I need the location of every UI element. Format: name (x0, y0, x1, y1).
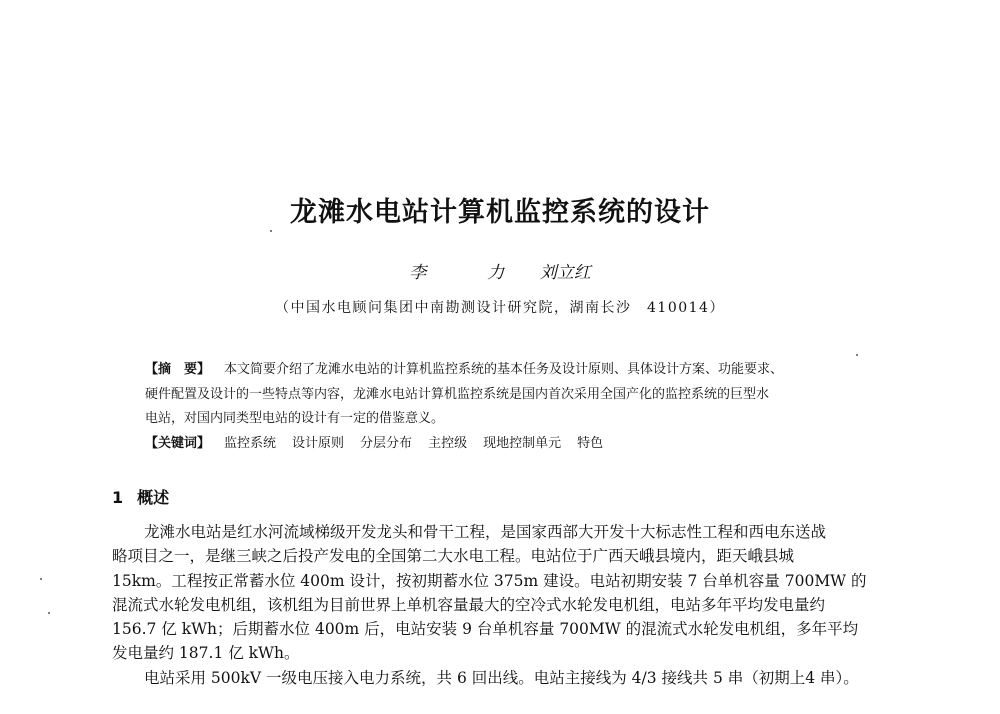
scan-speck (48, 612, 50, 614)
body-line: 156.7 亿 kWh；后期蓄水位 400m 后，电站安装 9 台单机容量 700MW 的混流式水轮发电机组，多年平均 (112, 620, 859, 639)
author-line (0, 258, 1000, 283)
keywords-label: 【关键词】 (145, 435, 211, 451)
body-line: 略项目之一，是继三峡之后投产发电的全国第二大水电工程。电站位于广西天峨县境内，距天峨县城 (112, 547, 795, 566)
body-line: 电站采用 500kV 一级电压接入电力系统，共 6 回出线。电站主接线为 4/3 接线共 5 串（初期上4 串）。 (144, 668, 859, 687)
scan-speck (270, 230, 272, 232)
abstract-block (145, 358, 873, 456)
keyword: 现地控制单元 (483, 435, 562, 451)
keyword: 特色 (577, 435, 604, 451)
abstract-text: 本文简要介绍了龙滩水电站的计算机监控系统的基本任务及设计原则、具体设计方案、功能要求、 (224, 362, 784, 377)
scan-speck (40, 578, 42, 580)
paper-title: 龙滩水电站计算机监控系统的设计 (290, 197, 710, 228)
affiliation: （中国水电顾问集团中南勘测设计研究院，湖南长沙 410014） (275, 300, 725, 316)
section-heading (112, 485, 169, 508)
keyword: 分层分布 (360, 435, 413, 451)
body-line: 龙滩水电站是红水河流域梯级开发龙头和骨干工程，是国家西部大开发十大标志性工程和西电东送战 (144, 523, 827, 541)
keyword: 主控级 (428, 435, 468, 451)
section-number: 1 (112, 488, 124, 507)
keywords-line (145, 432, 873, 457)
body-text (112, 520, 902, 690)
keyword: 监控系统 (224, 435, 277, 451)
keyword: 设计原则 (292, 435, 345, 451)
body-line: 混流式水轮发电机组，该机组为目前世界上单机容量最大的空冷式水轮发电机组，电站多年平均发电量约 (112, 595, 826, 614)
abstract-line (145, 358, 873, 383)
body-line: 15km。工程按正常蓄水位 400m 设计，按初期蓄水位 375m 建设。电站初期安装 7 台单机容量 700MW 的 (112, 571, 867, 590)
section-title: 概述 (137, 488, 170, 507)
abstract-line: 电站，对国内同类型电站的设计有一定的借鉴意义。 (145, 411, 445, 426)
author-name: 刘立红 (539, 263, 591, 283)
abstract-line: 硬件配置及设计的一些特点等内容，龙滩水电站计算机监控系统是国内首次采用全国产化的监控系统的巨型水 (145, 386, 770, 402)
body-line: 发电量约 187.1 亿 kWh。 (112, 644, 300, 663)
scan-speck (856, 354, 858, 356)
author-name: 李 力 (409, 263, 527, 283)
abstract-label: 【摘 要】 (145, 362, 211, 377)
